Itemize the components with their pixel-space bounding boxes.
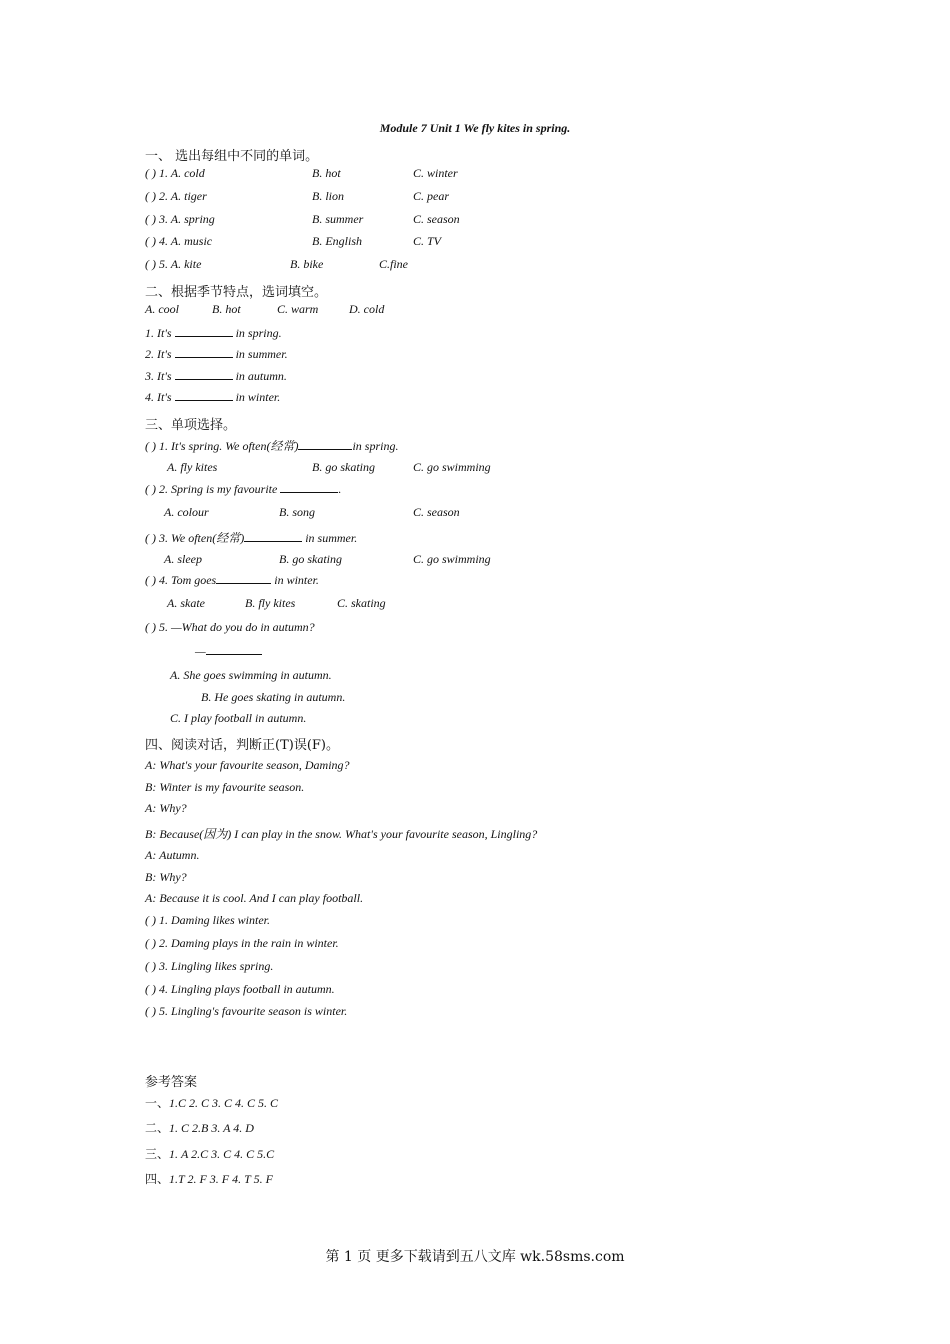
s3-q3-stem-end: in summer. (305, 531, 358, 545)
s1-q2-option-c: C. pear (413, 189, 449, 203)
s3-q5-dash: — (195, 644, 206, 658)
s3-q3-stem: ( ) 3. We often(经常) (145, 531, 245, 545)
s3-q1-option-b: B. go skating (312, 460, 375, 474)
answer-row-1-label: 一、 (145, 1096, 170, 1110)
s4-question-2: ( ) 2. Daming plays in the rain in winter. (145, 936, 339, 950)
s3-q1-option-c: C. go swimming (413, 460, 491, 474)
answer-blank (175, 326, 233, 337)
answer-row-2-values: 1. C 2.B 3. A 4. D (169, 1121, 254, 1135)
answer-row-4-values: 1.T 2. F 3. F 4. T 5. F (169, 1172, 273, 1186)
section-1-heading: 一、 选出每组中不同的单词。 (145, 149, 319, 164)
s1-q5-option-c: C.fine (379, 257, 408, 271)
s2-item-1-post: in spring. (235, 326, 282, 340)
s1-q1-stem: ( ) 1. A. cold (145, 166, 205, 180)
s1-q4-stem: ( ) 4. A. music (145, 234, 213, 248)
s3-q1-stem-end: in spring. (352, 439, 399, 453)
section-4-heading: 四、阅读对话，判断正(T)误(F)。 (145, 738, 339, 753)
s3-q2-option-a: A. colour (164, 505, 209, 519)
s3-q3-option-b: B. go skating (279, 552, 342, 566)
answer-row-4 (145, 1170, 273, 1187)
s1-q4-option-c: C. TV (413, 234, 442, 248)
s1-q2-option-b: B. lion (312, 189, 344, 203)
s3-q2-stem: ( ) 2. Spring is my favourite (145, 482, 278, 496)
s3-q4-stem: ( ) 4. Tom goes (145, 573, 217, 587)
s2-option-a: A. cool (145, 302, 179, 316)
s1-q2-stem: ( ) 2. A. tiger (145, 189, 207, 203)
s3-q4-option-b: B. fly kites (245, 596, 296, 610)
answer-row-3-label: 三、 (145, 1147, 170, 1161)
s2-option-c: C. warm (277, 302, 319, 316)
s2-item-2-pre: 2. It's (145, 347, 172, 361)
dialogue-line-2: B: Winter is my favourite season. (145, 780, 305, 794)
dialogue-line-1: A: What's your favourite season, Daming? (145, 758, 350, 772)
s3-q2-stem-end: . (338, 482, 342, 496)
page-title: Module 7 Unit 1 We fly kites in spring. (379, 121, 571, 135)
section-2-heading: 二、根据季节特点，选词填空。 (145, 285, 328, 300)
answer-blank (175, 369, 233, 380)
s4-question-4: ( ) 4. Lingling plays football in autumn. (145, 982, 335, 996)
s3-q5-stem: ( ) 5. —What do you do in autumn? (145, 620, 315, 634)
s3-q1-stem: ( ) 1. It's spring. We often(经常) (145, 439, 299, 453)
answer-row-3 (145, 1145, 274, 1162)
answer-row-3-values: 1. A 2.C 3. C 4. C 5.C (169, 1147, 275, 1161)
s3-q4-option-a: A. skate (167, 596, 205, 610)
s3-q2-option-c: C. season (413, 505, 460, 519)
dialogue-line-6: B: Why? (145, 870, 187, 884)
s2-option-d: D. cold (349, 302, 385, 316)
s1-q1-option-c: C. winter (413, 166, 458, 180)
s2-item-4-post: in winter. (235, 390, 281, 404)
answer-blank (298, 439, 352, 450)
answer-blank (280, 482, 338, 493)
dialogue-line-4: B: Because(因为) I can play in the snow. What's your favourite season, Lingling? (145, 827, 538, 841)
answer-blank (206, 644, 262, 655)
answer-blank (175, 347, 233, 358)
s3-q3-option-c: C. go swimming (413, 552, 491, 566)
s3-q3-option-a: A. sleep (164, 552, 202, 566)
answers-heading: 参考答案 (145, 1075, 198, 1090)
answer-blank (175, 390, 233, 401)
s2-item-2-post: in summer. (235, 347, 288, 361)
s1-q3-option-c: C. season (413, 212, 460, 226)
s2-item-4-pre: 4. It's (145, 390, 172, 404)
dialogue-line-7: A: Because it is cool. And I can play football. (145, 891, 364, 905)
s3-q4-option-c: C. skating (337, 596, 386, 610)
s3-q5-option-b: B. He goes skating in autumn. (201, 690, 346, 704)
s2-option-b: B. hot (212, 302, 241, 316)
dialogue-line-5: A: Autumn. (145, 848, 200, 862)
s3-q1-option-a: A. fly kites (167, 460, 218, 474)
s4-question-3: ( ) 3. Lingling likes spring. (145, 959, 274, 973)
answer-row-2 (145, 1119, 254, 1136)
s4-question-1: ( ) 1. Daming likes winter. (145, 913, 270, 927)
dialogue-line-3: A: Why? (145, 801, 187, 815)
s1-q1-option-b: B. hot (312, 166, 341, 180)
s1-q5-stem: ( ) 5. A. kite (145, 257, 202, 271)
s1-q5-option-b: B. bike (290, 257, 324, 271)
answer-blank (216, 573, 271, 584)
s2-item-3-pre: 3. It's (145, 369, 172, 383)
s1-q3-stem: ( ) 3. A. spring (145, 212, 215, 226)
answer-row-2-label: 二、 (145, 1121, 170, 1135)
answer-row-1-values: 1.C 2. C 3. C 4. C 5. C (169, 1096, 279, 1110)
s1-q3-option-b: B. summer (312, 212, 364, 226)
s3-q2-option-b: B. song (279, 505, 315, 519)
s4-question-5: ( ) 5. Lingling's favourite season is winter. (145, 1004, 348, 1018)
s3-q5-option-c: C. I play football in autumn. (170, 711, 307, 725)
s1-q4-option-b: B. English (312, 234, 362, 248)
answer-blank (244, 531, 302, 542)
s2-item-1-pre: 1. It's (145, 326, 172, 340)
s3-q5-option-a: A. She goes swimming in autumn. (170, 668, 332, 682)
s3-q4-stem-end: in winter. (274, 573, 319, 587)
s2-item-3-post: in autumn. (235, 369, 287, 383)
answer-row-4-label: 四、 (145, 1172, 170, 1186)
page-footer: 第 1 页 更多下载请到五八文库 wk.58sms.com (325, 1249, 625, 1265)
answer-row-1 (145, 1094, 278, 1111)
section-3-heading: 三、单项选择。 (145, 418, 237, 433)
